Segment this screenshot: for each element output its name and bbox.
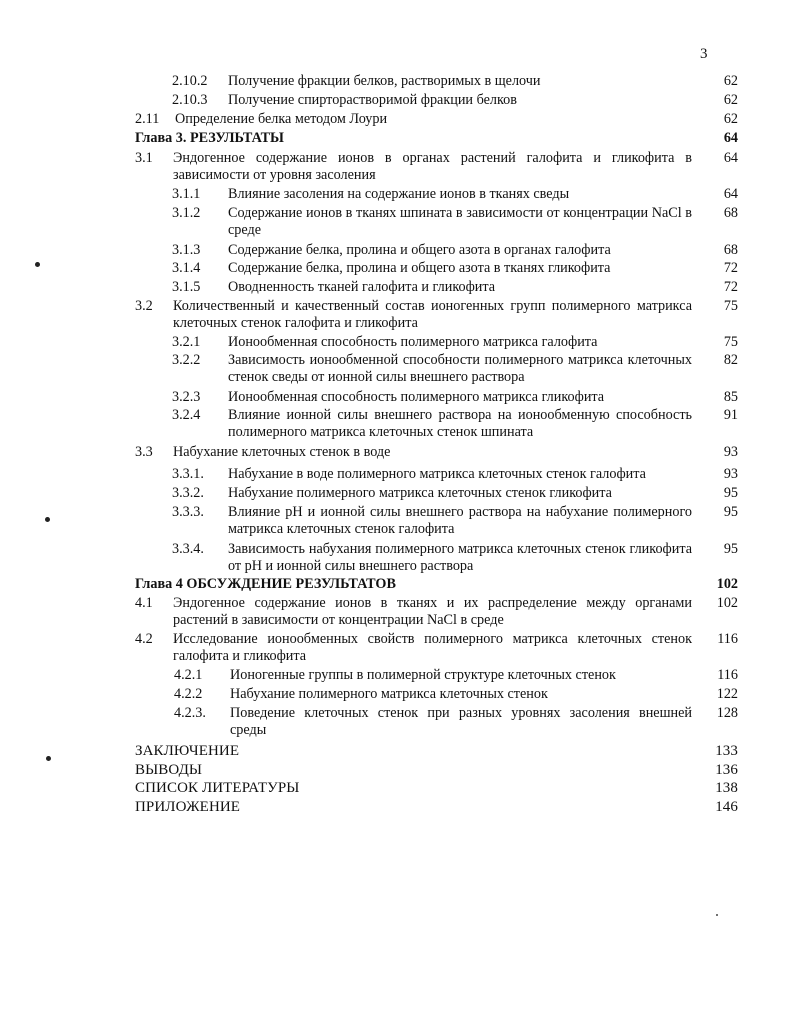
toc-entry-number: 2.11 xyxy=(135,111,160,127)
toc-entry-title: ВЫВОДЫ xyxy=(135,762,203,778)
toc-entry-page: 68 xyxy=(723,205,738,221)
toc-entry-number: 4.1 xyxy=(135,595,153,611)
toc-entry-page: 68 xyxy=(723,242,738,258)
toc-entry-number: 3.2 xyxy=(135,298,153,314)
toc-entry-number: 2.10.2 xyxy=(172,73,208,89)
toc-entry-title: Оводненность тканей галофита и гликофита xyxy=(228,279,496,295)
toc-entry-number: 3.3 xyxy=(135,444,153,460)
toc-entry-page: 138 xyxy=(715,780,738,796)
toc-entry-page: 93 xyxy=(723,466,738,482)
toc-entry-number: 3.1.1 xyxy=(172,186,201,202)
toc-entry-number: 4.2.3. xyxy=(174,705,206,721)
toc-entry-title: Набухание полимерного матрикса клеточных стенок xyxy=(230,686,548,702)
toc-entry-page: 116 xyxy=(717,631,738,647)
toc-entry-page: 64 xyxy=(723,130,738,146)
toc-entry-title: Зависимость ионообменной способности полимерного матрикса клеточных стенок сведы от ионной силы внешнего раствора xyxy=(228,352,692,385)
toc-entry-title: Влияние pH и ионной силы внешнего раствора на набухание полимерного матрикса клеточных стенок галофита xyxy=(228,504,692,537)
toc-entry-number: 3.2.1 xyxy=(172,334,201,350)
scan-mark xyxy=(716,914,718,916)
toc-entry-number: 3.1.3 xyxy=(172,242,201,258)
toc-entry-number: 3.1.2 xyxy=(172,205,201,221)
toc-entry-number: 4.2 xyxy=(135,631,153,647)
toc-entry-page: 72 xyxy=(723,279,738,295)
toc-entry-page: 95 xyxy=(723,504,738,520)
toc-entry-page: 62 xyxy=(723,92,738,108)
toc-entry-number: 2.10.3 xyxy=(172,92,208,108)
toc-entry-title: Содержание белка, пролина и общего азота в тканях гликофита xyxy=(228,260,611,276)
toc-entry-page: 82 xyxy=(723,352,738,368)
toc-entry-title: Определение белка методом Лоури xyxy=(175,111,388,127)
toc-entry-title: Набухание полимерного матрикса клеточных стенок гликофита xyxy=(228,485,612,501)
toc-entry-page: 95 xyxy=(723,485,738,501)
toc-entry-title: Получение спирторастворимой фракции белков xyxy=(228,92,517,108)
toc-entry-number: 3.2.2 xyxy=(172,352,201,368)
toc-entry-number: 4.2.1 xyxy=(174,667,203,683)
toc-entry-title: Ионообменная способность полимерного матрикса галофита xyxy=(228,334,598,350)
toc-entry-page: 72 xyxy=(723,260,738,276)
toc-entry-page: 64 xyxy=(723,186,738,202)
toc-entry-number: 3.3.4. xyxy=(172,541,204,557)
scan-mark xyxy=(46,756,51,761)
toc-entry-number: 3.3.3. xyxy=(172,504,204,520)
toc-entry-title: ЗАКЛЮЧЕНИЕ xyxy=(135,743,240,759)
toc-entry-page: 133 xyxy=(715,743,738,759)
page-number: 3 xyxy=(700,46,708,62)
toc-entry-title: Содержание ионов в тканях шпината в зависимости от концентрации NaCl в среде xyxy=(228,205,692,238)
toc-entry-number: 3.1.5 xyxy=(172,279,201,295)
toc-entry-title: Ионообменная способность полимерного матрикса гликофита xyxy=(228,389,605,405)
toc-entry-page: 102 xyxy=(716,576,738,592)
toc-entry-number: 3.1.4 xyxy=(172,260,201,276)
toc-entry-title: Влияние ионной силы внешнего раствора на ионообменную способность полимерного матрикса клеточных стенок шпината xyxy=(228,407,692,440)
toc-entry-page: 93 xyxy=(723,444,738,460)
toc-entry-page: 122 xyxy=(716,686,738,702)
toc-entry-number: 4.2.2 xyxy=(174,686,203,702)
toc-entry-title: Исследование ионообменных свойств полимерного матрикса клеточных стенок галофита и гликофита xyxy=(173,631,692,664)
toc-entry-page: 128 xyxy=(716,705,738,721)
toc-entry-title: Набухание в воде полимерного матрикса клеточных стенок галофита xyxy=(228,466,646,482)
toc-entry-title: Влияние засоления на содержание ионов в тканях сведы xyxy=(228,186,570,202)
toc-entry-page: 62 xyxy=(723,73,738,89)
toc-entry-title: Поведение клеточных стенок при разных уровнях засоления внешней среды xyxy=(230,705,692,738)
toc-entry-page: 136 xyxy=(715,762,738,778)
toc-entry-title: Эндогенное содержание ионов в тканях и их распределение между органами растений в зависимости от концентрации NaCl в среде xyxy=(173,595,692,628)
toc-entry-title: Количественный и качественный состав ионогенных групп полимерного матрикса клеточных стенок галофита и гликофита xyxy=(173,298,692,331)
toc-entry-title: Набухание клеточных стенок в воде xyxy=(173,444,391,460)
toc-entry-title: Эндогенное содержание ионов в органах растений галофита и гликофита в зависимости от уровня засоления xyxy=(173,150,692,183)
toc-entry-number: 3.3.2. xyxy=(172,485,204,501)
toc-entry-title: Глава 3. РЕЗУЛЬТАТЫ xyxy=(135,130,284,146)
toc-entry-number: 3.3.1. xyxy=(172,466,204,482)
toc-entry-number: 3.1 xyxy=(135,150,153,166)
toc-entry-page: 95 xyxy=(723,541,738,557)
toc-entry-number: 3.2.3 xyxy=(172,389,201,405)
toc-entry-page: 62 xyxy=(723,111,738,127)
toc-entry-title: ПРИЛОЖЕНИЕ xyxy=(135,799,241,815)
toc-entry-page: 64 xyxy=(723,150,738,166)
toc-entry-number: 3.2.4 xyxy=(172,407,201,423)
toc-entry-page: 85 xyxy=(723,389,738,405)
scan-mark xyxy=(45,517,50,522)
toc-entry-page: 75 xyxy=(723,334,738,350)
toc-entry-title: Глава 4 ОБСУЖДЕНИЕ РЕЗУЛЬТАТОВ xyxy=(135,576,396,592)
toc-entry-title: Содержание белка, пролина и общего азота в органах галофита xyxy=(228,242,611,258)
toc-entry-page: 91 xyxy=(723,407,738,423)
toc-entry-page: 102 xyxy=(716,595,738,611)
toc-entry-title: Зависимость набухания полимерного матрикса клеточных стенок гликофита от pH и ионной силы внешнего раствора xyxy=(228,541,692,574)
toc-entry-title: СПИСОК ЛИТЕРАТУРЫ xyxy=(135,780,300,796)
toc-entry-page: 75 xyxy=(723,298,738,314)
toc-entry-title: Получение фракции белков, растворимых в щелочи xyxy=(228,73,541,89)
toc-entry-page: 116 xyxy=(717,667,738,683)
scan-mark xyxy=(35,262,40,267)
toc-entry-page: 146 xyxy=(715,799,738,815)
toc-entry-title: Ионогенные группы в полимерной структуре клеточных стенок xyxy=(230,667,616,683)
